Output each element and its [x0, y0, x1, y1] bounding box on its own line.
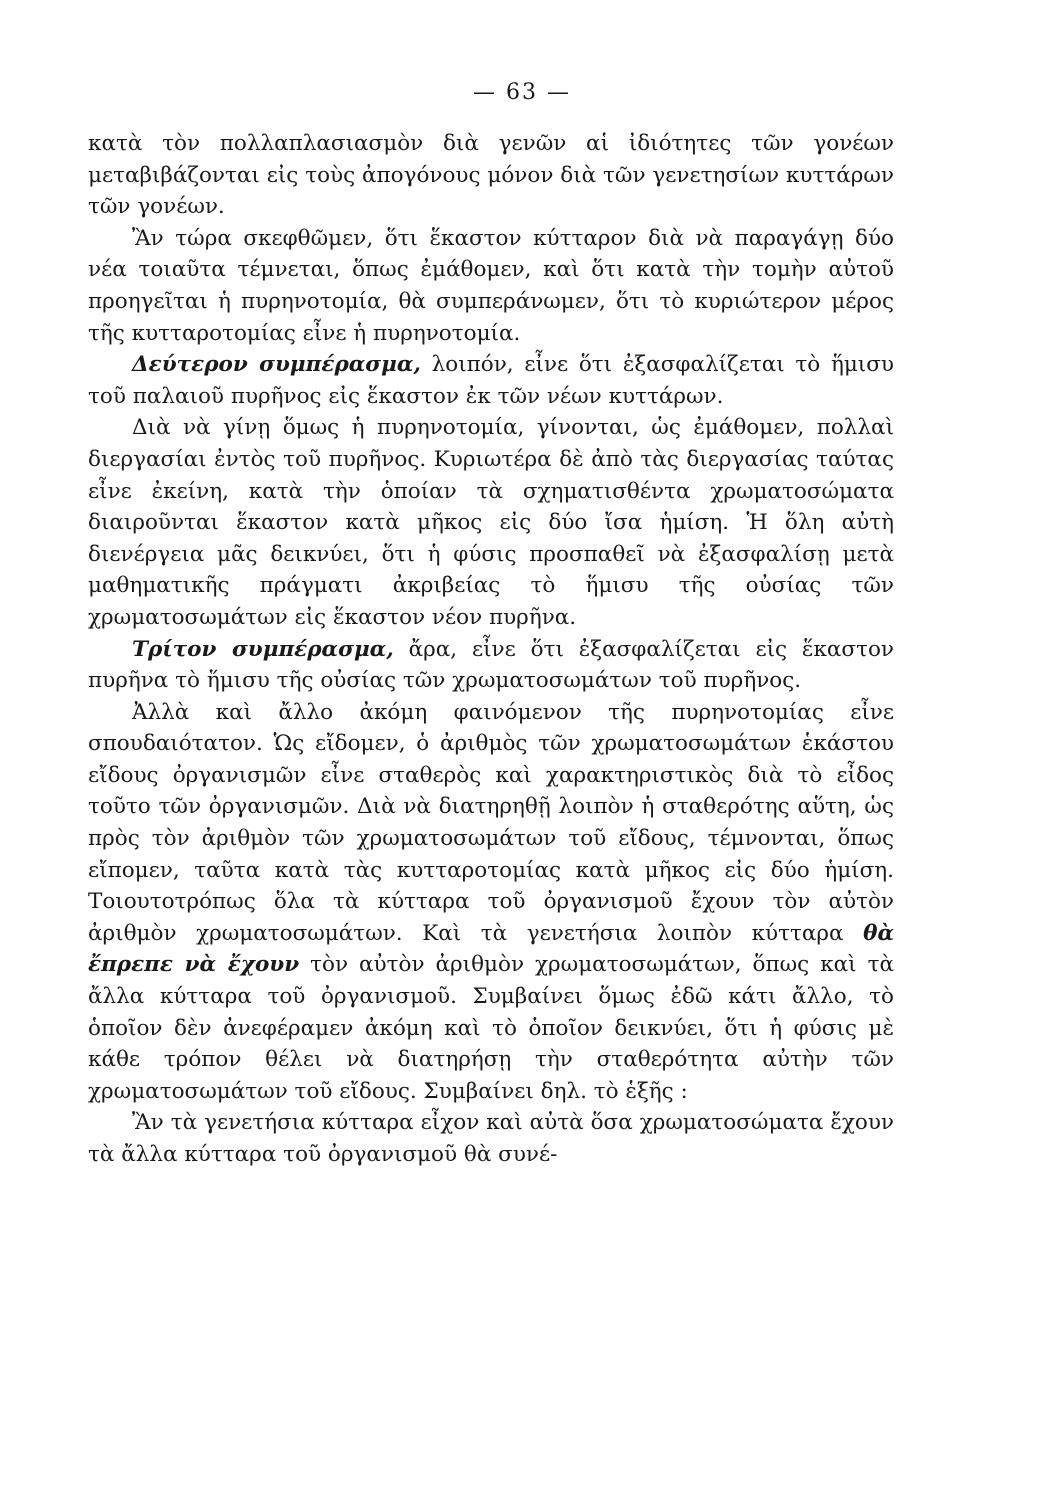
paragraph-4 — [88, 412, 894, 633]
paragraph-6-text: Ἀλλὰ καὶ ἄλλο ἀκόμη φαινόμενον τῆς πυρηνοτομίας εἶνε σπουδαιότατον. Ὡς εἴδομεν, ὁ ἀριθμὸς τῶν χρωματοσωμάτων ἑκάστου εἴδους ὀργανισμῶν εἶνε σταθερὸς καὶ χαρακτηριστικὸς διὰ τὸ εἶδος τοῦτο τῶν ὀργανισμῶν. Διὰ νὰ διατηρηθῇ λοιπὸν ἡ σταθερότης αὕτη, ὡς πρὸς τὸν ἀριθμὸν τῶν χρωματοσωμάτων τοῦ εἴδους, τέμνονται, ὅπως εἴπομεν, ταῦτα κατὰ τὰς κυτταροτομίας κατὰ μῆκος εἰς δύο ἡμίση. Τοιουτοτρόπως ὅλα τὰ κύτταρα τοῦ ὀργανισμοῦ ἔχουν τὸν αὐτὸν ἀριθμὸν χρωματοσωμάτων. Καὶ τὰ γενετήσια λοιπὸν κύτταρα — [88, 699, 894, 946]
page-number: — 63 — — [473, 80, 571, 105]
paragraph-3 — [88, 349, 894, 412]
paragraph-1-text: κατὰ τὸν πολλαπλασιασμὸν διὰ γενῶν αἱ ἰδιότητες τῶν γονέων μεταβιβάζονται εἰς τοὺς ἀπογόνους μόνον διὰ τῶν γενετησίων κυττάρων τῶν γονέων. — [88, 131, 894, 220]
body-text — [88, 128, 894, 1171]
second-conclusion-heading: Δεύτερον συμπέρασμα, — [132, 352, 421, 378]
paragraph-5 — [88, 634, 894, 697]
paragraph-5-text: ἄρα, εἶνε ὅτι ἐξασφαλίζεται εἰς ἕκαστον πυρῆνα τὸ ἥμισυ τῆς οὐσίας τῶν χρωματοσωμάτων τοῦ πυρῆνος. — [88, 636, 894, 694]
paragraph-4-text: Διὰ νὰ γίνῃ ὅμως ἡ πυρηνοτομία, γίνονται, ὡς ἐμάθομεν, πολλαὶ διεργασίαι ἐντὸς τοῦ πυρῆνος. Κυριωτέρα δὲ ἀπὸ τὰς διεργασίας ταύτας εἶνε ἐκείνη, κατὰ τὴν ὁποίαν τὰ σχηματισθέντα χρωματοσώματα διαιροῦνται ἕκαστον κατὰ μῆκος εἰς δύο ἴσα ἡμίση. Ἡ ὅλη αὐτὴ διενέργεια μᾶς δεικνύει, ὅτι ἡ φύσις προσπαθεῖ νὰ ἐξασφαλίσῃ μετὰ μαθηματικῆς πράγματι ἀκριβείας τὸ ἥμισυ τῆς οὐσίας τῶν χρωματοσωμάτων εἰς ἕκαστον νέον πυρῆνα. — [88, 415, 894, 630]
third-conclusion-heading: Τρίτον συμπέρασμα, — [132, 636, 394, 662]
paragraph-7-text: Ἂν τὰ γενετήσια κύτταρα εἶχον καὶ αὐτὰ ὅσα χρωματοσώματα ἔχουν τὰ ἄλλα κύτταρα τοῦ ὀργανισμοῦ θὰ συνέ- — [88, 1110, 894, 1167]
paragraph-2-text: Ἂν τώρα σκεφθῶμεν, ὅτι ἕκαστον κύτταρον διὰ νὰ παραγάγῃ δύο νέα τοιαῦτα τέμνεται, ὅπως ἐμάθομεν, καὶ ὅτι κατὰ τὴν τομὴν αὐτοῦ προηγεῖται ἡ πυρηνοτομία, θὰ συμπεράνωμεν, ὅτι τὸ κυριώτερον μέρος τῆς κυτταροτομίας εἶνε ἡ πυρηνοτομία. — [88, 225, 894, 346]
paragraph-6-emphasis: θὰ ἔπρεπε νὰ ἔχουν — [88, 920, 894, 978]
paragraph-1 — [88, 128, 894, 223]
paragraph-6-tail: τὸν αὐτὸν ἀριθμὸν χρωματοσωμάτων, ὅπως καὶ τὰ ἄλλα κύτταρα τοῦ ὀργανισμοῦ. Συμβαίνει ὅμως ἐδῶ κάτι ἄλλο, τὸ ὁποῖον δὲν ἀνεφέραμεν ἀκόμη καὶ τὸ ὁποῖον δεικνύει, ὅτι ἡ φύσις μὲ κάθε τρόπον θέλει νὰ διατηρήσῃ τὴν σταθερότητα αὐτὴν τῶν χρωματοσωμάτων τοῦ εἴδους. Συμβαίνει δηλ. τὸ ἑξῆς : — [88, 952, 894, 1104]
paragraph-6 — [88, 697, 894, 1108]
paragraph-3-text: λοιπόν, εἶνε ὅτι ἐξασφαλίζεται τὸ ἥμισυ τοῦ παλαιοῦ πυρῆνος εἰς ἕκαστον ἐκ τῶν νέων κυττάρων. — [88, 352, 894, 409]
paragraph-7 — [88, 1107, 894, 1170]
paragraph-2 — [88, 223, 894, 349]
